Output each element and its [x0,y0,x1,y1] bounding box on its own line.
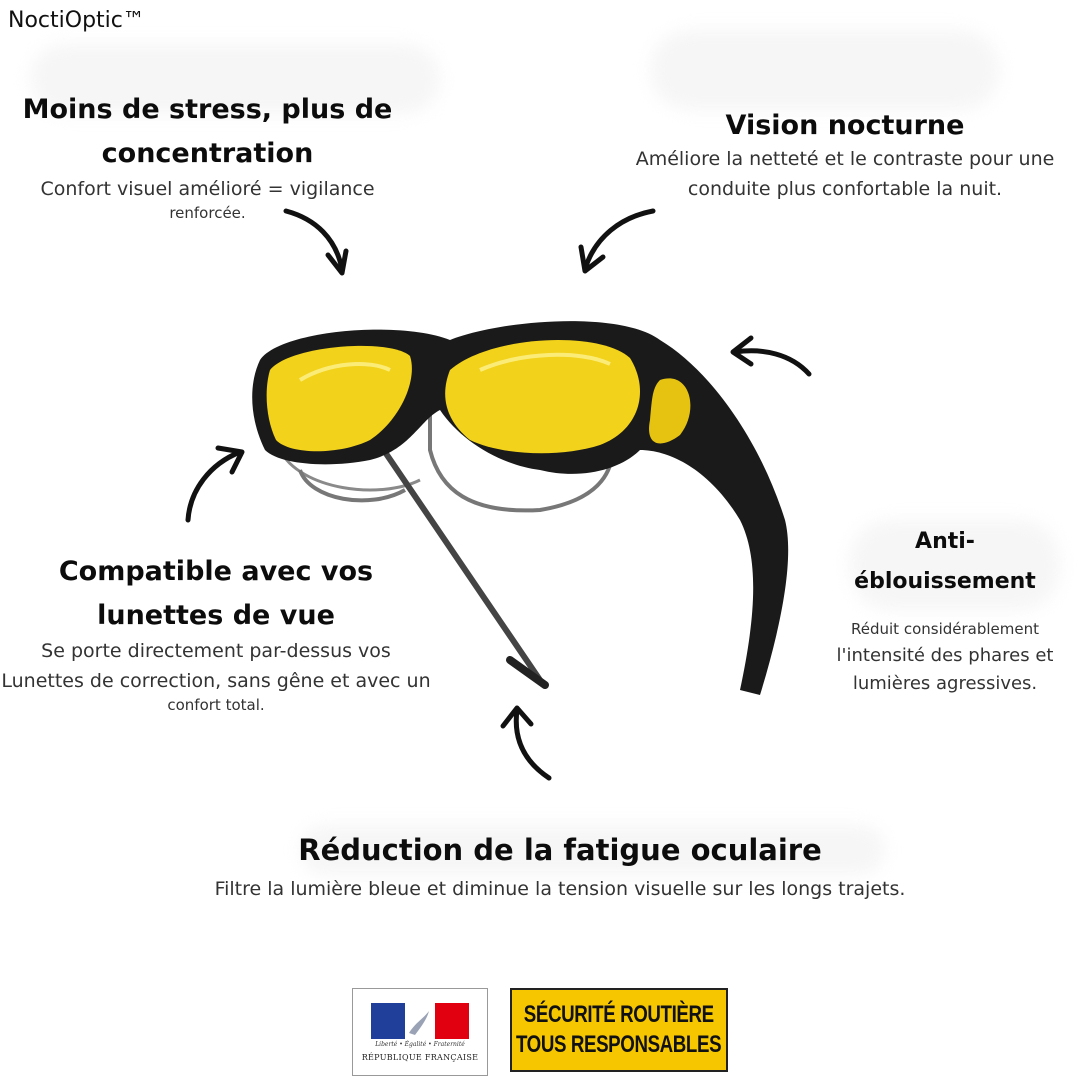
feature-stress-desc-1: Confort visuel amélioré = vigilance [40,178,375,200]
bg-blob [650,30,1000,110]
arrow-icon [575,205,665,280]
feature-compatible-title-2: lunettes de vue [97,600,335,631]
feature-compatible-desc-1: Se porte directement par-dessus vos [41,640,391,662]
feature-glare-title-1: Anti- [915,529,975,554]
feature-stress-title-2: concentration [101,138,314,169]
feature-stress-desc-2: renforcée. [169,204,246,222]
feature-fatigue-title: Réduction de la fatigue oculaire [298,833,822,867]
feature-stress-title-1: Moins de stress, plus de [22,94,393,125]
feature-compatible-desc-2: Lunettes de correction, sans gêne et avec un [1,670,431,692]
feature-glare-desc-2: l'intensité des phares et [836,645,1054,666]
republique-francaise-logo [352,988,488,1076]
feature-night-title: Vision nocturne [725,110,965,141]
feature-compatible-desc-3: confort total. [167,696,265,714]
securite-routiere-line1: SÉCURITÉ ROUTIÈRE [524,1001,714,1028]
securite-routiere-logo [510,988,728,1072]
feature-glare-desc-3: lumières agressives. [852,673,1038,694]
feature-night-desc-2: conduite plus confortable la nuit. [687,178,1003,200]
securite-routiere-line2: TOUS RESPONSABLES [516,1031,722,1058]
overglasses-image [240,300,800,720]
feature-glare [830,522,1060,698]
feature-fatigue [160,826,960,904]
feature-compatible-title-1: Compatible avec vos [58,556,374,587]
arrow-icon [280,205,360,280]
feature-night [630,104,1060,204]
feature-fatigue-desc: Filtre la lumière bleue et diminue la tension visuelle sur les longs trajets. [214,878,906,900]
feature-glare-desc-1: Réduit considérablement [851,620,1039,638]
marianne-flag-icon [371,1003,469,1039]
rf-name: RÉPUBLIQUE FRANÇAISE [361,1053,479,1062]
feature-night-desc-1: Améliore la netteté et le contraste pour une [635,148,1055,170]
feature-glare-title-2: éblouissement [854,569,1036,594]
feature-stress [20,88,395,222]
brand-name: NoctiOptic™ [8,8,145,33]
rf-motto: Liberté • Égalité • Fraternité [375,1041,465,1048]
